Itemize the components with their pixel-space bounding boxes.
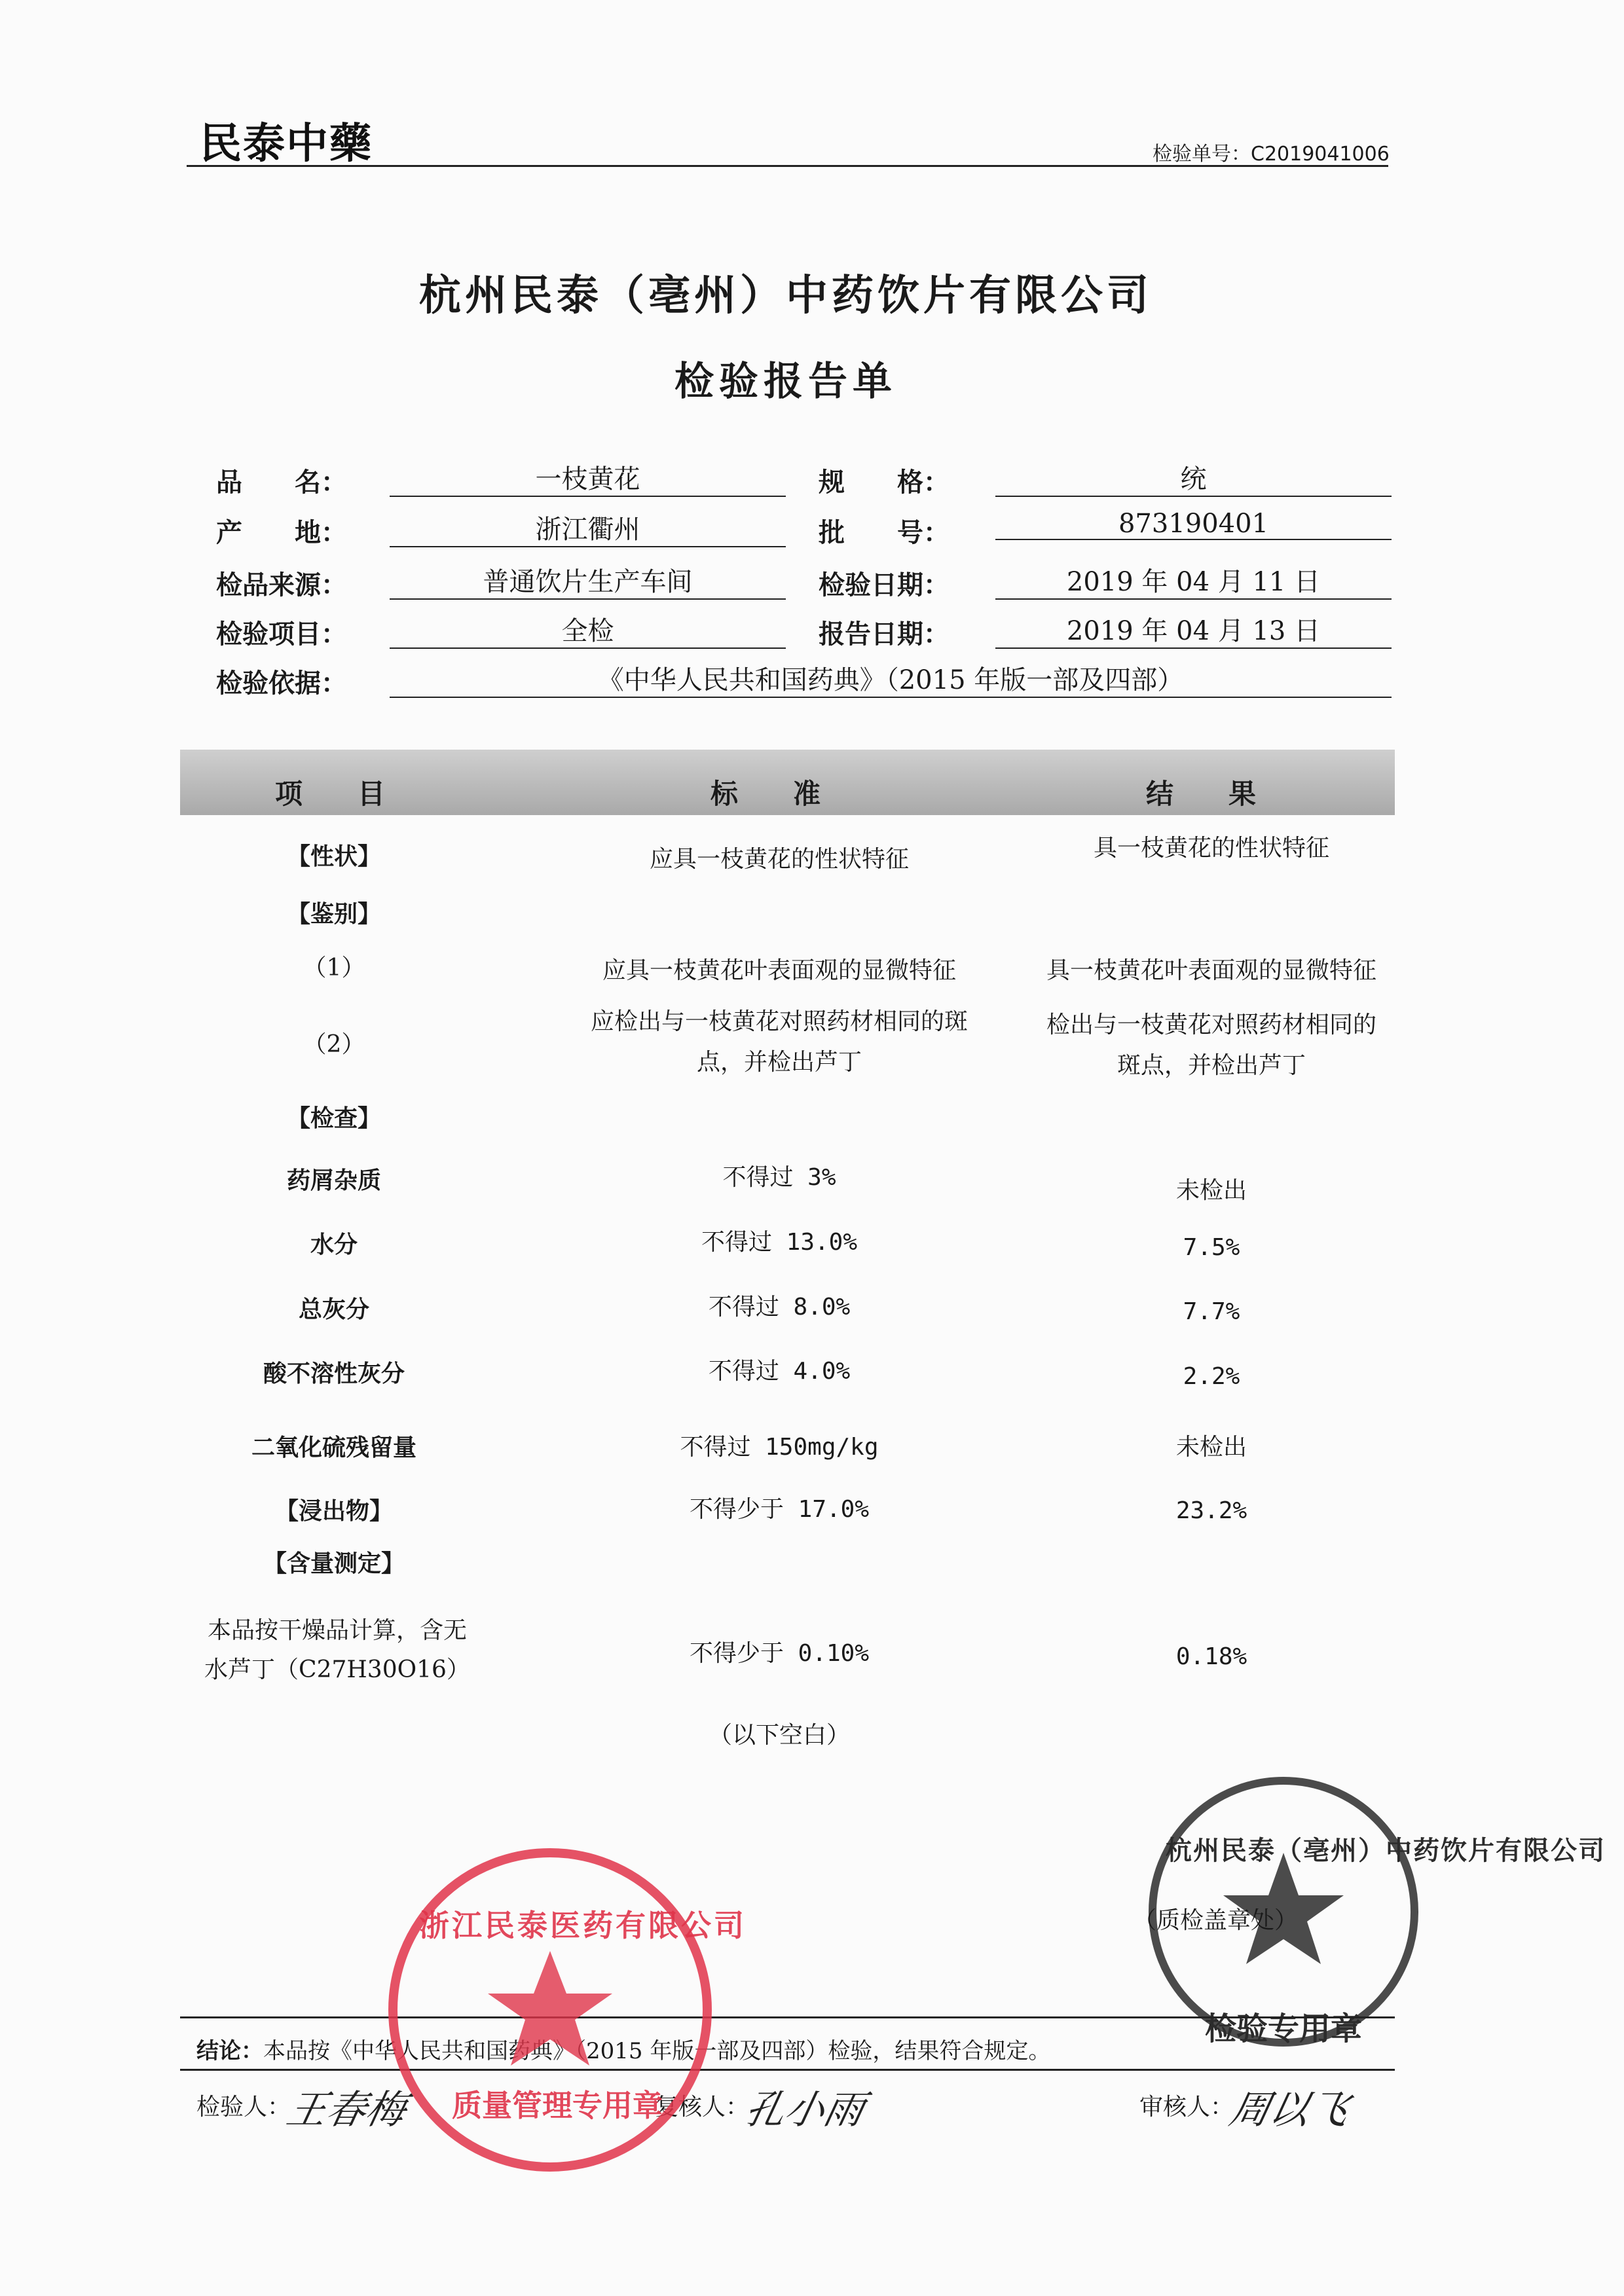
doc-number: 检验单号：C2019041006 (1153, 143, 1390, 166)
row-item: （2） (303, 1031, 365, 1058)
row-item-line1: 本品按干燥品计算，含无 (207, 1617, 467, 1644)
row-item: 酸不溶性灰分 (263, 1360, 405, 1387)
approver-signature: 周以飞 (1225, 2087, 1354, 2133)
footer-divider-bottom (180, 2069, 1395, 2071)
source-label: 检品来源： (216, 570, 347, 600)
row-standard: 应具一枝黄花的性状特征 (649, 846, 909, 873)
row-result-line2: 斑点，并检出芦丁 (1116, 1052, 1306, 1079)
row-result: 未检出 (1175, 1177, 1247, 1204)
company-name: 杭州民泰（亳州）中药饮片有限公司 (419, 272, 1153, 320)
test-date-label: 检验日期： (819, 570, 950, 600)
row-standard: 应具一枝黄花叶表面观的显微特征 (602, 957, 956, 984)
header-item: 项 目 (275, 778, 386, 810)
source-value: 普通饮片生产车间 (390, 561, 786, 600)
row-result: 未检出 (1175, 1434, 1247, 1461)
row-item: 【浸出物】 (274, 1498, 393, 1525)
batch-label: 批 号： (819, 518, 950, 548)
row-item: 二氧化硫残留量 (251, 1434, 416, 1461)
row-item: 【性状】 (286, 843, 381, 870)
spec-value: 统 (995, 458, 1392, 497)
report-date-value: 2019 年 04 月 13 日 (995, 610, 1392, 649)
row-result: 7.5% (1183, 1234, 1240, 1261)
inspector-label: 检验人： (196, 2094, 291, 2121)
row-item: 总灰分 (298, 1296, 369, 1323)
header-divider (187, 165, 1388, 167)
conclusion-text: 本品按《中华人民共和国药典》（2015 年版一部及四部）检验，结果符合规定。 (263, 2038, 1051, 2064)
items-label: 检验项目： (216, 619, 347, 649)
conclusion-label: 结论： (196, 2038, 263, 2064)
row-item: 【鉴别】 (286, 901, 381, 928)
row-result: 7.7% (1183, 1298, 1240, 1325)
blank-note: （以下空白） (708, 1722, 850, 1749)
basis-value: 《中华人民共和国药典》（2015 年版一部及四部） (390, 659, 1392, 698)
row-result: 23.2% (1175, 1497, 1247, 1524)
row-standard: 不得少于 17.0% (689, 1496, 870, 1523)
row-standard-line2: 点，并检出芦丁 (696, 1049, 862, 1076)
grey-stamp-sub: 检验专用章 (1205, 2011, 1363, 2047)
test-date-value: 2019 年 04 月 11 日 (995, 561, 1392, 600)
row-standard-line1: 应检出与一枝黄花对照药材相同的斑 (590, 1008, 968, 1035)
row-result: 2.2% (1183, 1363, 1240, 1390)
row-standard: 不得过 150mg/kg (680, 1434, 879, 1461)
row-result-line1: 检出与一枝黄花对照药材相同的 (1046, 1011, 1376, 1038)
footer-divider-top (180, 2016, 1395, 2018)
basis-label: 检验依据： (216, 668, 347, 699)
origin-label: 产 地： (216, 518, 347, 548)
items-value: 全检 (390, 610, 786, 649)
row-item: 药屑杂质 (286, 1167, 381, 1194)
header-result: 结 果 (1146, 778, 1257, 810)
approver-label: 审核人： (1139, 2094, 1234, 2121)
row-item: 水分 (310, 1231, 358, 1258)
batch-value: 873190401 (995, 509, 1392, 540)
row-item: 【检查】 (286, 1105, 381, 1132)
product-name-value: 一枝黄花 (390, 458, 786, 497)
company-logo: 民泰中藥 (200, 119, 373, 168)
reviewer-label: 复核人： (655, 2094, 750, 2121)
header-standard: 标 准 (710, 778, 821, 810)
spec-label: 规 格： (819, 467, 950, 498)
grey-stamp-text: 杭州民泰（亳州）中药饮片有限公司 (1166, 1836, 1606, 1866)
reviewer-signature: 孔小雨 (741, 2087, 869, 2133)
row-item: 【含量测定】 (263, 1550, 405, 1577)
product-name-label: 品 名： (216, 467, 347, 498)
report-date-label: 报告日期： (819, 619, 950, 649)
row-standard: 不得过 13.0% (701, 1229, 858, 1256)
row-standard: 不得过 8.0% (708, 1294, 851, 1321)
row-result: 具一枝黄花叶表面观的显微特征 (1046, 957, 1376, 984)
stamp-note: （质检盖章处） (1133, 1907, 1299, 1934)
row-result: 具一枝黄花的性状特征 (1093, 835, 1329, 862)
quality-seal (380, 1840, 720, 2180)
row-item-line2: 水芦丁（C27H30O16） (204, 1656, 470, 1683)
inspector-signature: 王春梅 (282, 2087, 411, 2133)
doc-title: 检验报告单 (674, 359, 897, 405)
row-standard: 不得少于 0.10% (689, 1640, 870, 1667)
row-standard: 不得过 4.0% (708, 1358, 851, 1385)
row-result: 0.18% (1175, 1643, 1247, 1670)
red-stamp-sub: 质量管理专用章 (452, 2088, 663, 2123)
origin-value: 浙江衢州 (390, 509, 786, 547)
red-stamp-text: 浙江民泰医药有限公司 (419, 1908, 747, 1943)
row-standard: 不得过 3% (722, 1164, 836, 1191)
row-item: （1） (303, 955, 365, 981)
